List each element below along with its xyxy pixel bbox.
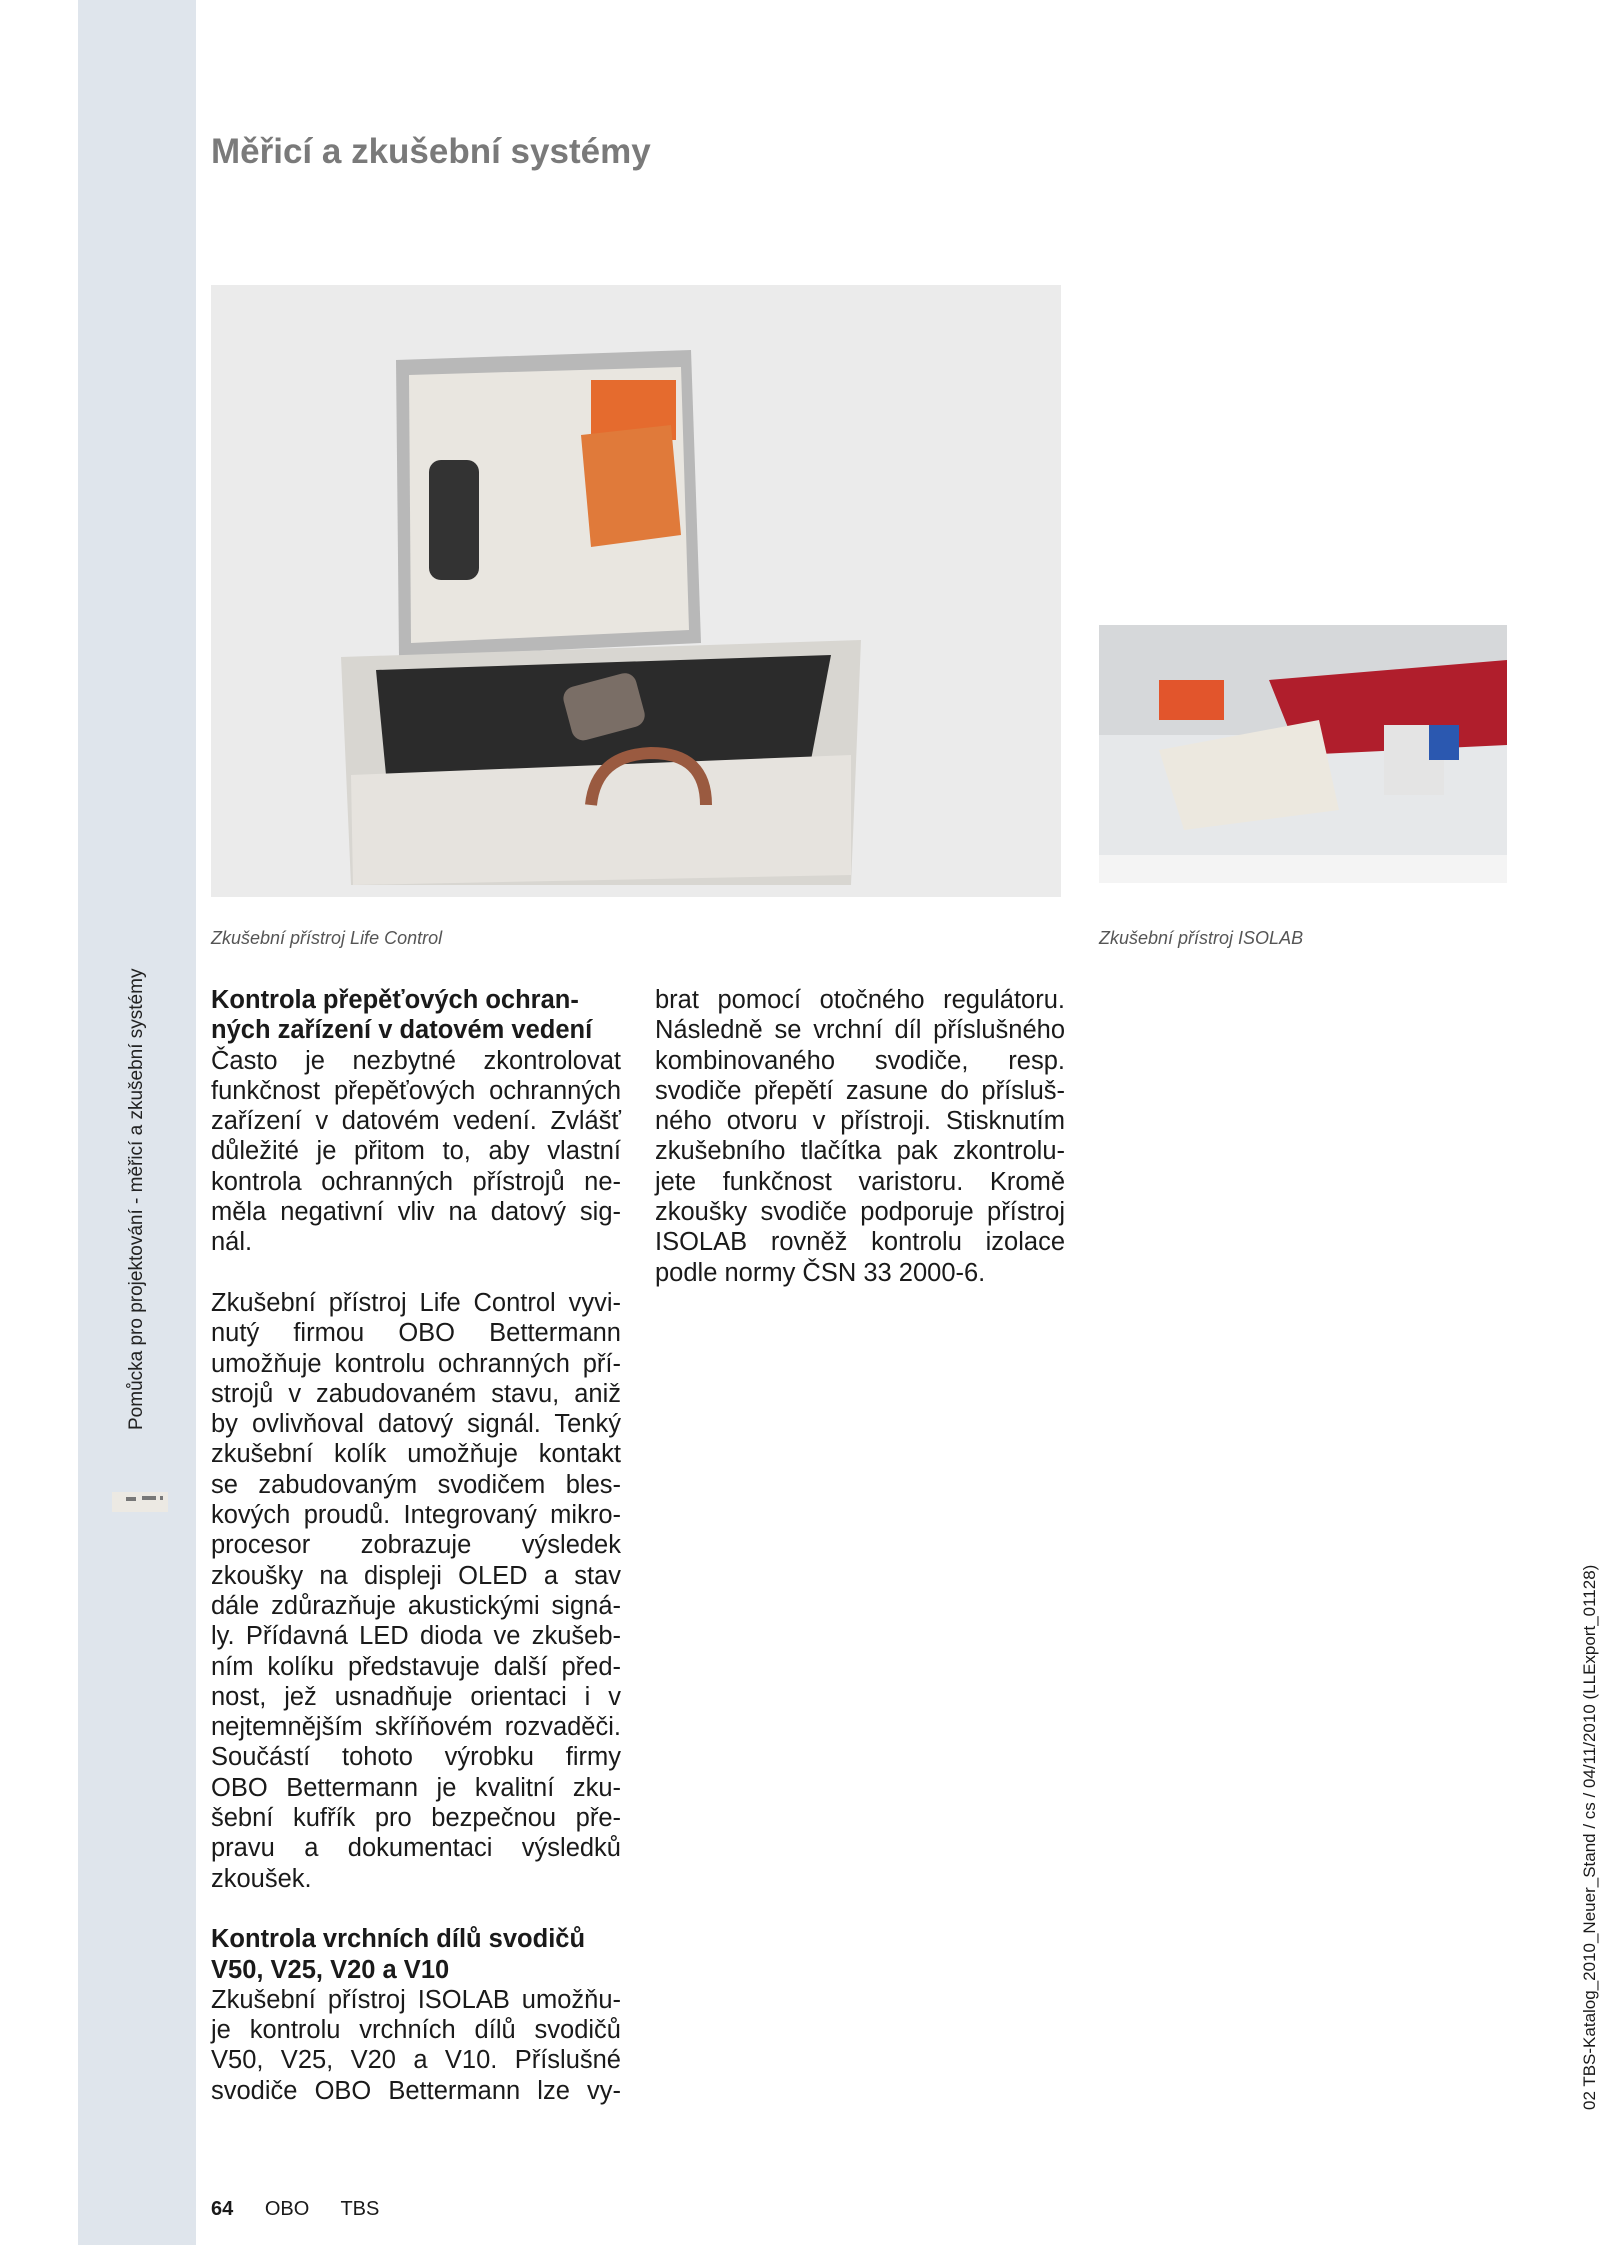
footer-brand: OBO: [264, 2198, 310, 2220]
body-text-line: svodiče OBO Bettermann lze vy-: [211, 2076, 621, 2105]
body-text-line: důležité je přitom to, aby vlastní: [211, 1137, 621, 1166]
body-text-line: měla negativní vliv na datový sig-: [211, 1198, 621, 1227]
body-text-line: ISOLAB rovněž kontrolu izolace: [655, 1228, 1065, 1257]
body-text-line: dále zdůrazňuje akustickými signá-: [211, 1591, 621, 1620]
isolab-device-photo: [1099, 625, 1507, 883]
paragraph-gap: [211, 1894, 621, 1924]
body-text-line: ly. Přídavná LED dioda ve zkušeb-: [211, 1622, 621, 1651]
footer-section: TBS: [340, 2198, 380, 2220]
body-text-line: je kontrolu vrchních dílů svodičů: [211, 2016, 621, 2045]
body-text-line: V50, V25, V20 a V10. Příslušné: [211, 2046, 621, 2075]
life-control-case-photo: [211, 285, 1061, 897]
body-text-line: funkčnost přepěťových ochranných: [211, 1076, 621, 1105]
paragraph-gap: [211, 1258, 621, 1288]
body-text-line: Zkušební přístroj ISOLAB umožňu-: [211, 1985, 621, 2014]
body-text-line: šební kufřík pro bezpečnou pře-: [211, 1804, 621, 1833]
body-text-line: zkušebního tlačítka pak zkontrolu-: [655, 1137, 1065, 1166]
body-text-line: nost, jež usnadňuje orientaci i v: [211, 1682, 621, 1711]
body-text-line: zkoušky na displeji OLED a stav: [211, 1561, 621, 1590]
body-text-line: pravu a dokumentaci výsledků: [211, 1834, 621, 1863]
print-metadata-note: 02 TBS-Katalog_2010_Neuer_Stand / cs / 04/11/2010 (LLExport_01128): [1580, 1564, 1599, 2110]
body-text-line: nejtemnějším skříňovém rozvaděči.: [211, 1713, 621, 1742]
body-text-line: podle normy ČSN 33 2000-6.: [655, 1258, 986, 1287]
body-text-line: zkušební kolík umožňuje kontakt: [211, 1440, 621, 1469]
body-text-line: zkoušky svodiče podporuje přístroj: [655, 1198, 1065, 1227]
body-text-line: Zkušební přístroj Life Control vyvi-: [211, 1288, 621, 1317]
page-number: 64: [211, 2198, 234, 2220]
body-text-line: OBO Bettermann je kvalitní zku-: [211, 1773, 621, 1802]
section-heading-line: Kontrola vrchních dílů svodičů: [211, 1925, 586, 1954]
text-column-left: [211, 985, 621, 2106]
body-text-line: strojů v zabudovaném stavu, aniž: [211, 1379, 621, 1408]
body-text-line: nál.: [211, 1228, 253, 1257]
body-text-line: Často je nezbytné zkontrolovat: [211, 1046, 621, 1075]
body-text-line: svodiče přepětí zasune do přísluš-: [655, 1076, 1065, 1105]
body-text-line: Součástí tohoto výrobku firmy: [211, 1743, 621, 1772]
body-text-line: nutý firmou OBO Bettermann: [211, 1319, 621, 1348]
body-text-line: ním kolíku představuje další před-: [211, 1652, 621, 1681]
section-heading-line: V50, V25, V20 a V10: [211, 1955, 450, 1984]
body-text-line: brat pomocí otočného regulátoru.: [655, 986, 1065, 1014]
body-text-line: kových proudů. Integrovaný mikro-: [211, 1501, 621, 1530]
body-text-line: Následně se vrchní díl příslušného: [655, 1016, 1065, 1045]
body-text-line: zařízení v datovém vedení. Zvlášť: [211, 1107, 621, 1136]
section-heading-line: Kontrola přepěťových ochran-: [211, 986, 579, 1014]
body-text-line: kombinovaného svodiče, resp.: [655, 1046, 1065, 1075]
caption-life-control: Zkušební přístroj Life Control: [211, 928, 443, 948]
caption-isolab: Zkušební přístroj ISOLAB: [1099, 928, 1304, 948]
section-heading-line: ných zařízení v datovém vedení: [211, 1016, 593, 1045]
sidebar-logo-icon: [112, 1492, 168, 1512]
body-text-line: se zabudovaným svodičem bles-: [211, 1470, 621, 1499]
body-text-line: umožňuje kontrolu ochranných pří-: [211, 1349, 621, 1378]
body-text-line: by ovlivňoval datový signál. Tenký: [211, 1410, 621, 1439]
body-text-line: jete funkčnost varistoru. Kromě: [655, 1167, 1065, 1196]
page-footer: [211, 2198, 405, 2221]
body-text-line: procesor zobrazuje výsledek: [211, 1531, 621, 1560]
sidebar-section-label: Pomůcka pro projektování - měřicí a zkušební systémy: [126, 968, 147, 1430]
text-column-right: [655, 985, 1065, 1288]
body-text-line: zkoušek.: [211, 1864, 312, 1893]
page-title: Měřicí a zkušební systémy: [211, 132, 651, 171]
body-text-line: ného otvoru v přístroji. Stisknutím: [655, 1107, 1065, 1136]
body-text-line: kontrola ochranných přístrojů ne-: [211, 1167, 621, 1196]
